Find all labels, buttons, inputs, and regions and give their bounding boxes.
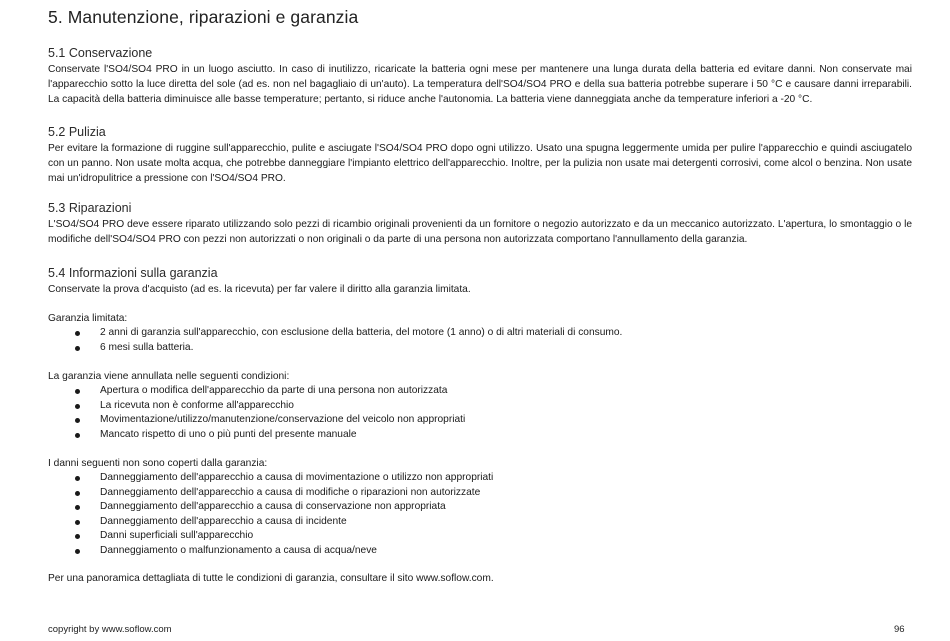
page-title: 5. Manutenzione, riparazioni e garanzia — [48, 7, 359, 27]
bullet-icon — [75, 505, 80, 510]
bullet-icon — [75, 491, 80, 496]
list-item: Movimentazione/utilizzo/manutenzione/conservazione del veicolo non appropriati — [48, 413, 465, 428]
bullet-icon — [75, 520, 80, 525]
section-text-cleaning: Per evitare la formazione di ruggine sull'apparecchio, pulite e asciugate l'SO4/SO4 PRO dopo ogni utilizzo. Usato una spugna leggermente umida per pulire l'apparecchio e quindi asciugatelo con un panno. Non usate molta acqua, che potrebbe danneggiare l'impianto elettrico dell'apparecchio. Inoltre, per la pulizia non usate mai detergenti corrosivi, come alcol o benzina. Non usate mai un'idropulitrice a pressione con l'SO4/SO4 PRO. — [48, 143, 912, 184]
list-item: Danni superficiali sull'apparecchio — [48, 529, 493, 544]
bullet-icon — [75, 418, 80, 423]
bullet-icon — [75, 331, 80, 336]
list-item: Danneggiamento dell'apparecchio a causa di conservazione non appropriata — [48, 500, 493, 515]
limited-warranty-list — [48, 326, 622, 355]
list-item: Danneggiamento o malfunzionamento a causa di acqua/neve — [48, 544, 493, 559]
list-item: Apertura o modifica dell'apparecchio da parte di una persona non autorizzata — [48, 384, 465, 399]
list-item: Mancato rispetto di uno o più punti del presente manuale — [48, 428, 465, 443]
warranty-void-label: La garanzia viene annullata nelle seguenti condizioni: — [48, 371, 290, 382]
bullet-icon — [75, 476, 80, 481]
section-heading-warranty: 5.4 Informazioni sulla garanzia — [48, 266, 218, 280]
section-heading-cleaning: 5.2 Pulizia — [48, 125, 106, 139]
bullet-icon — [75, 433, 80, 438]
limited-warranty-label: Garanzia limitata: — [48, 313, 128, 324]
bullet-icon — [75, 549, 80, 554]
section-heading-repairs: 5.3 Riparazioni — [48, 201, 132, 215]
warranty-void-list — [48, 384, 465, 442]
warranty-closing: Per una panoramica dettagliata di tutte le condizioni di garanzia, consultare il sito www.soflow.com. — [48, 573, 494, 584]
list-item: 2 anni di garanzia sull'apparecchio, con esclusione della batteria, del motore (1 anno) o di altri materiali di consumo. — [48, 326, 622, 341]
bullet-icon — [75, 389, 80, 394]
section-text-storage: Conservate l'SO4/SO4 PRO in un luogo asciutto. In caso di inutilizzo, ricaricate la batteria ogni mese per mantenere una lunga durata della batteria ed evitare danni. Non conservate mai l'apparecchio sotto la luce diretta del sole (ad es. non nel bagagliaio di un'auto). La temperatura dell'SO4/SO4 PRO e della sua batteria potrebbe superare i 50 °C e causare danni irreparabili. La capacità della batteria diminuisce alle basse temperature; pertanto, si riduce anche l'autonomia. La batteria viene danneggiata anche da temperature inferiori a -20 °C. — [48, 64, 912, 105]
list-item: Danneggiamento dell'apparecchio a causa di movimentazione o utilizzo non appropriati — [48, 471, 493, 486]
warranty-intro: Conservate la prova d'acquisto (ad es. la ricevuta) per far valere il diritto alla garanzia limitata. — [48, 284, 471, 295]
section-heading-storage: 5.1 Conservazione — [48, 46, 153, 60]
section-text-repairs: L'SO4/SO4 PRO deve essere riparato utilizzando solo pezzi di ricambio originali provenienti da un fornitore o negozio autorizzato e da un meccanico autorizzato. L'apertura, lo smontaggio o le modifiche dell'SO4/SO4 PRO con pezzi non autorizzati o non originali o da parte di una persona non autorizzata comportano l'annullamento della garanzia. — [48, 219, 912, 245]
bullet-icon — [75, 404, 80, 409]
list-item: Danneggiamento dell'apparecchio a causa di incidente — [48, 515, 493, 530]
warranty-excluded-label: I danni seguenti non sono coperti dalla garanzia: — [48, 458, 268, 469]
bullet-icon — [75, 346, 80, 351]
list-item: Danneggiamento dell'apparecchio a causa di modifiche o riparazioni non autorizzate — [48, 486, 493, 501]
bullet-icon — [75, 534, 80, 539]
page-number: 96 — [894, 624, 905, 635]
list-item: La ricevuta non è conforme all'apparecchio — [48, 399, 465, 414]
list-item: 6 mesi sulla batteria. — [48, 341, 622, 356]
warranty-excluded-list — [48, 471, 493, 559]
footer-copyright: copyright by www.soflow.com — [48, 624, 172, 635]
